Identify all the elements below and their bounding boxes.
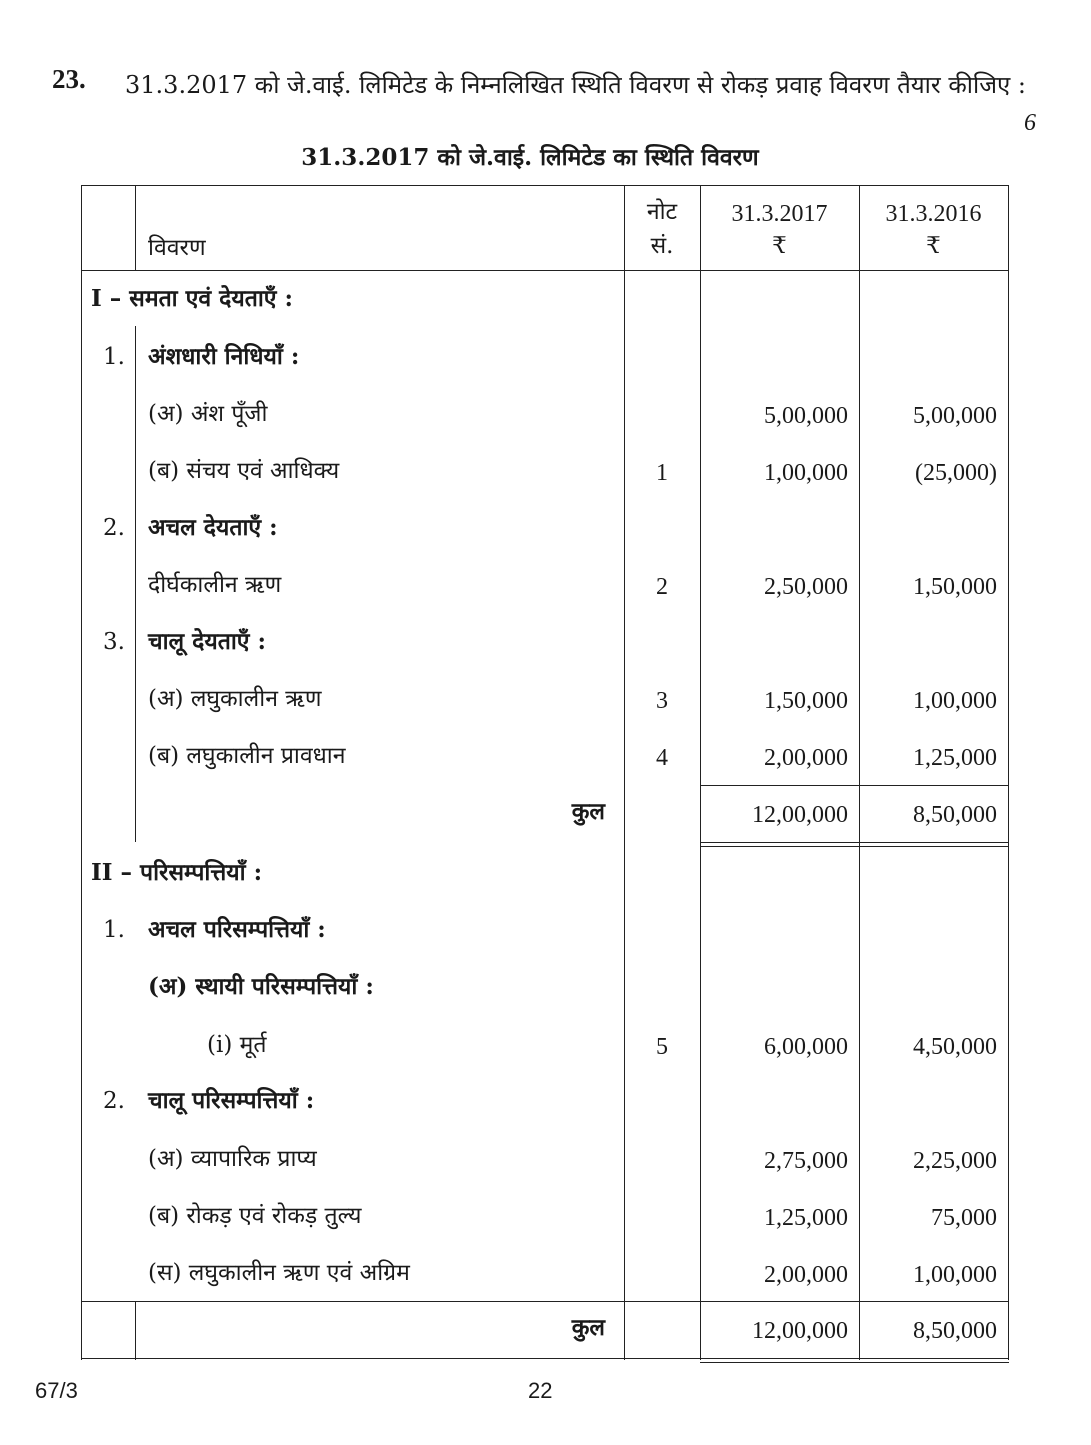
share-capital-2017: 5,00,000 xyxy=(764,403,848,429)
long-term-loan-label: दीर्घकालीन ऋण xyxy=(148,572,282,598)
tangible-note: 5 xyxy=(656,1034,668,1060)
reserves-note: 1 xyxy=(656,460,668,486)
header-year2-currency: ₹ xyxy=(926,233,941,259)
border-right xyxy=(1008,185,1009,1360)
trade-receivables-2017: 2,75,000 xyxy=(764,1148,848,1174)
question-text: 31.3.2017 को जे.वाई. लिमिटेड के निम्नलिखित स्थिति विवरण से रोकड़ प्रवाह विवरण तैयार कीजिए : xyxy=(125,71,1026,99)
s1-group2-title: अचल देयताएँ : xyxy=(148,514,278,541)
tangible-2016: 4,50,000 xyxy=(913,1034,997,1060)
s2-group1-number: 1. xyxy=(103,917,125,943)
cash-label: (ब) रोकड़ एवं रोकड़ तुल्य xyxy=(148,1203,362,1229)
s1-group1-number: 1. xyxy=(103,344,125,370)
total1-2017: 12,00,000 xyxy=(752,802,848,828)
s1-group1-title: अंशधारी निधियाँ : xyxy=(148,343,300,370)
border-bottom xyxy=(81,1358,1009,1359)
s2-group1-title: अचल परिसम्पत्तियाँ : xyxy=(148,916,326,943)
header-bottom xyxy=(81,270,1009,271)
border-left xyxy=(81,185,82,1360)
divider-sno xyxy=(135,185,136,270)
total2-top xyxy=(81,1301,1009,1302)
reserves-2016: (25,000) xyxy=(915,460,997,486)
tangible-label: (i) मूर्त xyxy=(207,1032,267,1058)
total1-bottom-a xyxy=(700,842,1009,843)
long-term-loan-2017: 2,50,000 xyxy=(764,574,848,600)
long-term-loan-note: 2 xyxy=(656,574,668,600)
total2-bottom-b xyxy=(700,1362,1009,1363)
long-term-loan-2016: 1,50,000 xyxy=(913,574,997,600)
total1-label: कुल xyxy=(571,798,605,825)
header-note-line1: नोट xyxy=(646,199,678,225)
s1-group2-number: 2. xyxy=(103,515,125,541)
question-marks: 6 xyxy=(1024,110,1036,136)
share-capital-label: (अ) अंश पूँजी xyxy=(148,401,268,427)
s1-group3-number: 3. xyxy=(103,629,125,655)
cash-2017: 1,25,000 xyxy=(764,1205,848,1231)
short-term-provision-2017: 2,00,000 xyxy=(764,745,848,771)
share-capital-2016: 5,00,000 xyxy=(913,403,997,429)
paper-code: 67/3 xyxy=(35,1378,78,1403)
s2-group2-title: चालू परिसम्पत्तियाँ : xyxy=(148,1087,315,1114)
short-term-loan-note: 3 xyxy=(656,688,668,714)
total1-bottom-b xyxy=(700,846,1009,847)
question-number: 23. xyxy=(52,64,86,94)
total2-label: कुल xyxy=(571,1314,605,1341)
short-term-advances-2017: 2,00,000 xyxy=(764,1262,848,1288)
header-year1-currency: ₹ xyxy=(772,233,787,259)
cash-2016: 75,000 xyxy=(931,1205,997,1231)
total2-2017: 12,00,000 xyxy=(752,1318,848,1344)
divider-sno-s1 xyxy=(135,326,136,842)
short-term-loan-2017: 1,50,000 xyxy=(764,688,848,714)
short-term-provision-label: (ब) लघुकालीन प्रावधान xyxy=(148,743,346,769)
header-year1: 31.3.2017 xyxy=(731,201,828,227)
total1-2016: 8,50,000 xyxy=(913,802,997,828)
header-year2: 31.3.2016 xyxy=(885,201,982,227)
border-top xyxy=(81,185,1009,186)
page-number: 22 xyxy=(528,1378,553,1403)
header-particulars: विवरण xyxy=(148,235,206,261)
trade-receivables-2016: 2,25,000 xyxy=(913,1148,997,1174)
total2-2016: 8,50,000 xyxy=(913,1318,997,1344)
reserves-label: (ब) संचय एवं आधिक्य xyxy=(148,458,340,484)
s2-group2-number: 2. xyxy=(103,1088,125,1114)
short-term-provision-note: 4 xyxy=(656,745,668,771)
reserves-2017: 1,00,000 xyxy=(764,460,848,486)
table-title: 31.3.2017 को जे.वाई. लिमिटेड का स्थिति विवरण xyxy=(301,144,759,171)
fixed-assets-title: (अ) स्थायी परिसम्पत्तियाँ : xyxy=(148,973,374,1000)
short-term-advances-label: (स) लघुकालीन ऋण एवं अग्रिम xyxy=(148,1260,410,1286)
trade-receivables-label: (अ) व्यापारिक प्राप्य xyxy=(148,1146,317,1172)
short-term-advances-2016: 1,00,000 xyxy=(913,1262,997,1288)
tangible-2017: 6,00,000 xyxy=(764,1034,848,1060)
short-term-loan-label: (अ) लघुकालीन ऋण xyxy=(148,686,322,712)
section2-title: II – परिसम्पत्तियाँ : xyxy=(91,859,263,886)
section1-title: I – समता एवं देयताएँ : xyxy=(91,285,294,312)
s1-group3-title: चालू देयताएँ : xyxy=(148,628,266,655)
balance-sheet-table xyxy=(81,185,1009,1360)
header-note-line2: सं. xyxy=(650,233,674,259)
total1-top xyxy=(700,785,1009,786)
short-term-loan-2016: 1,00,000 xyxy=(913,688,997,714)
short-term-provision-2016: 1,25,000 xyxy=(913,745,997,771)
